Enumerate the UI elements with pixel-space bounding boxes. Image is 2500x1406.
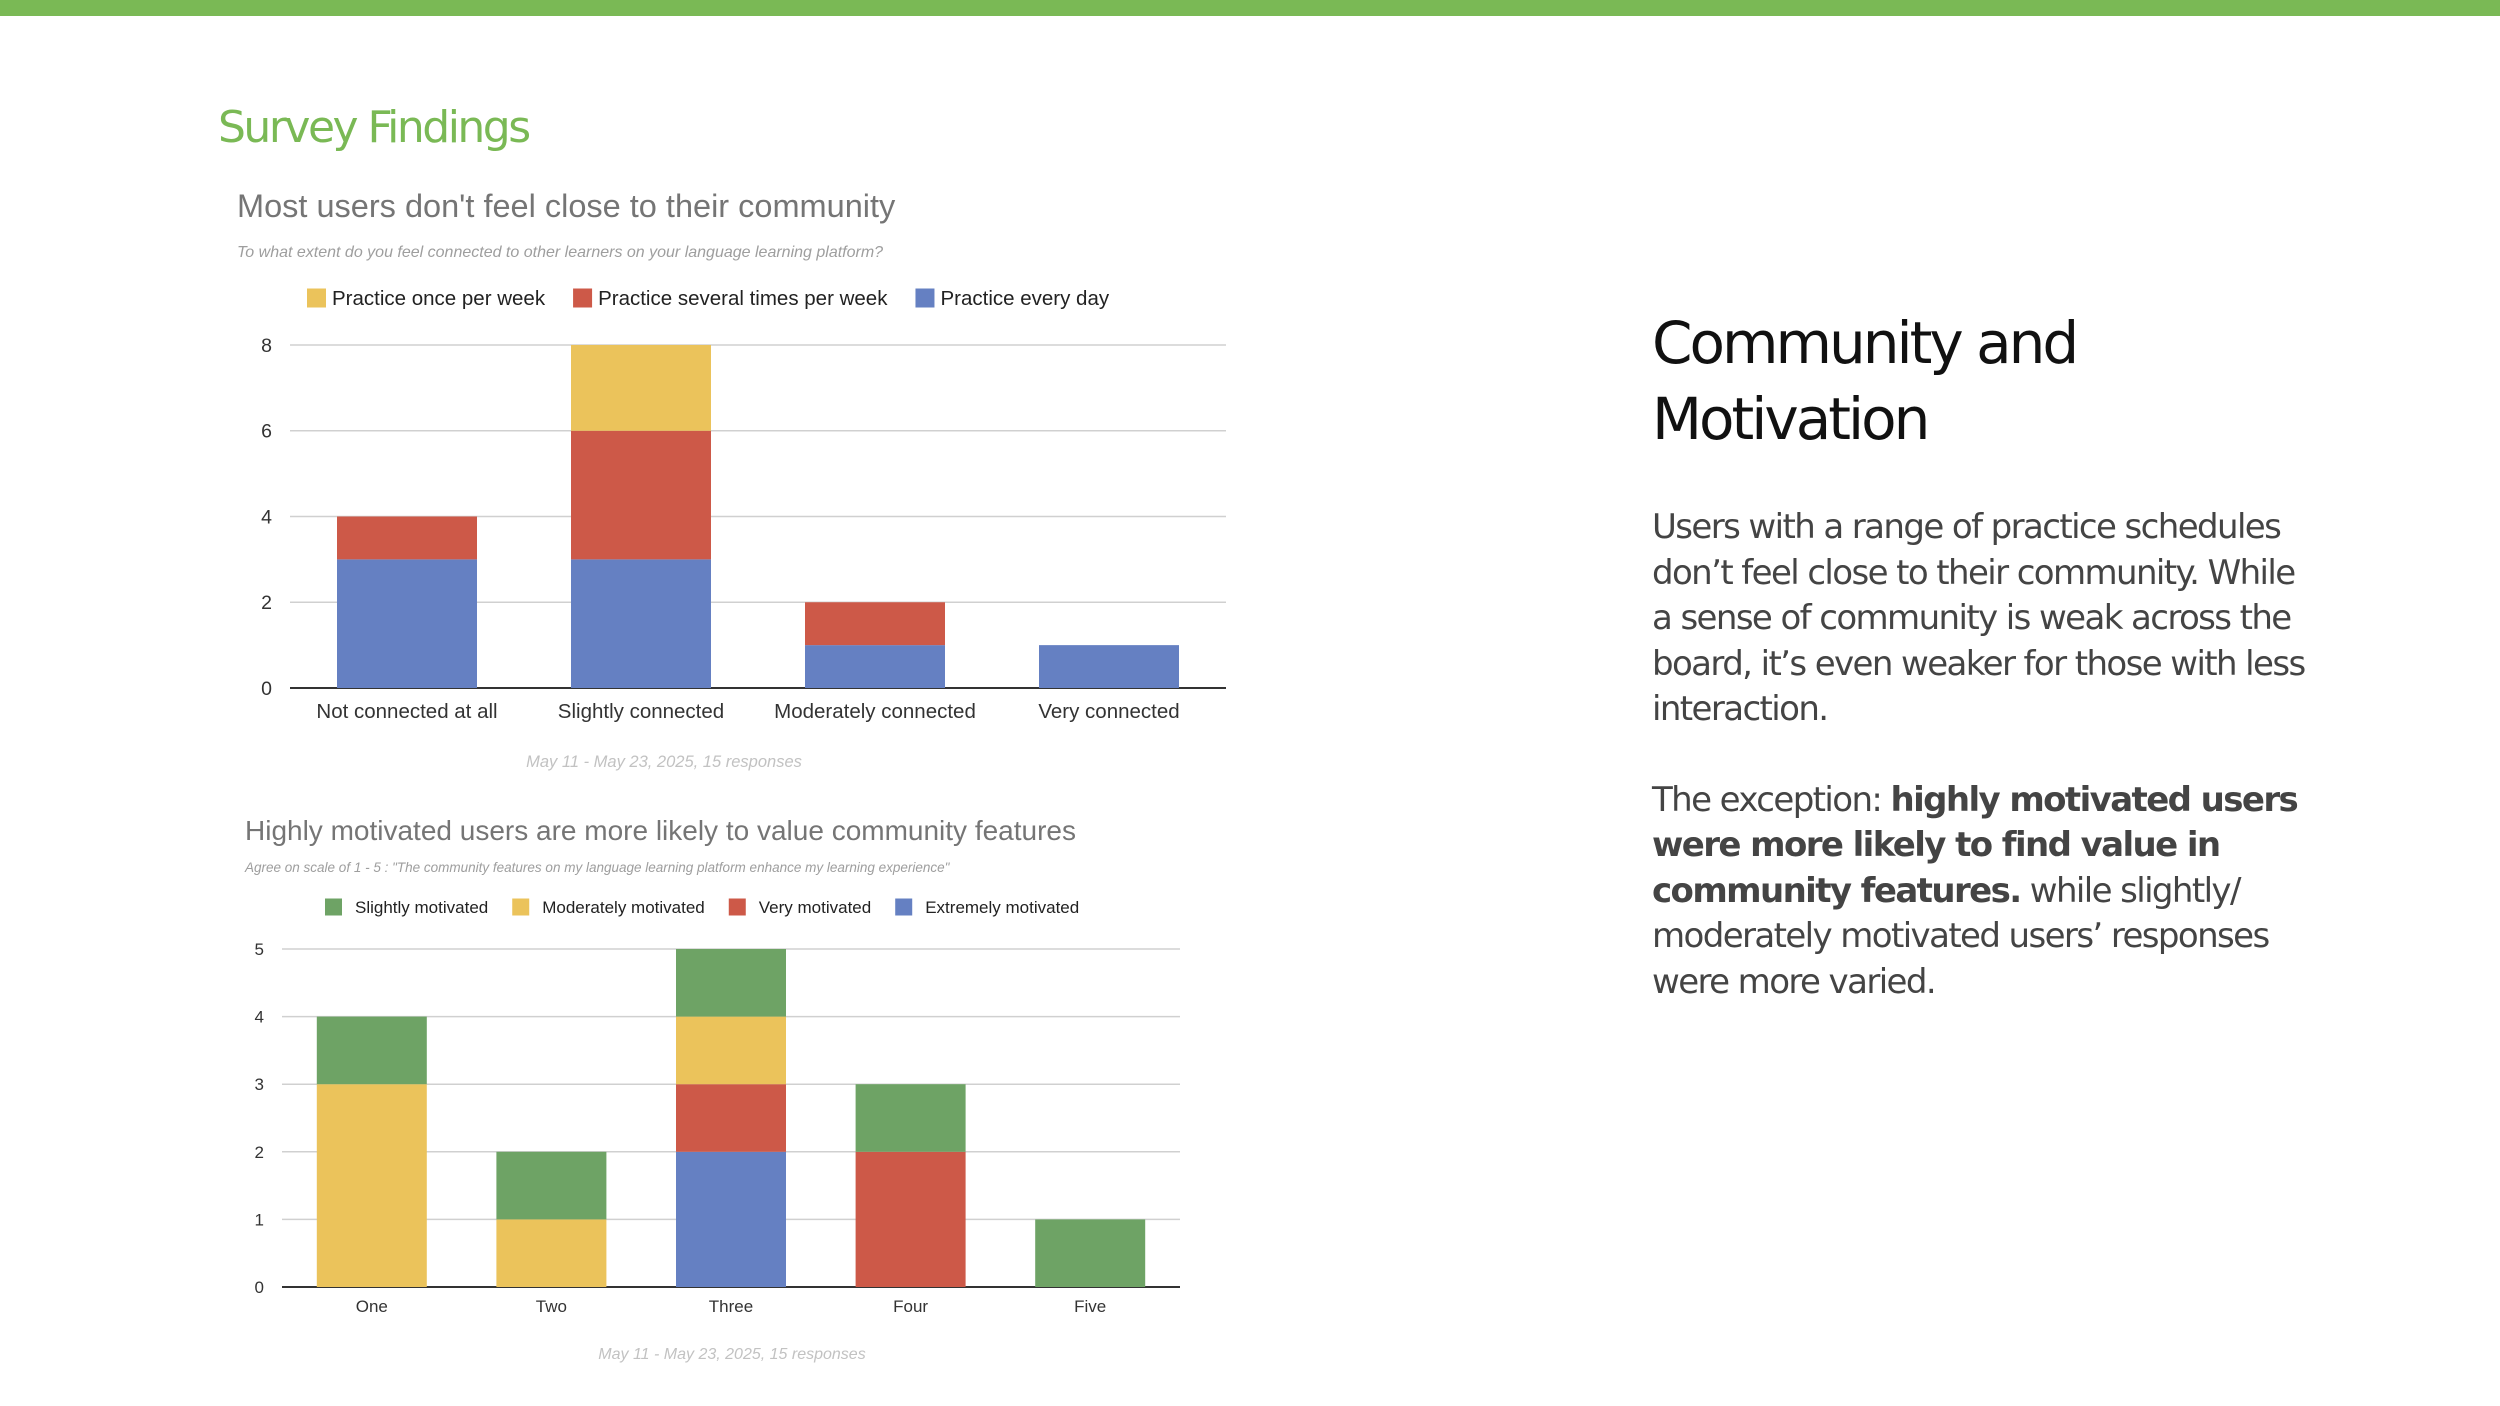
paragraph-2-lead: The exception: [1652, 779, 1891, 820]
bar-segment [856, 1152, 966, 1287]
chart-2-plot [255, 940, 1180, 1316]
paragraph-2-rest: while slightly/ moderately motivated users’ responses were more varied. [1652, 870, 2269, 1002]
legend-item [573, 287, 888, 310]
chart-2-title: Highly motivated users are more likely to value community features [245, 815, 1077, 846]
bar-segment [337, 517, 477, 560]
chart-connection [237, 188, 1226, 771]
legend-item [307, 287, 546, 310]
panel-paragraph-1: Users with a range of practice schedules don’t feel close to their community. While a sense of community is weak across the board, it’s even weaker for those with less interaction. [1652, 507, 2305, 729]
bar-segment [856, 1084, 966, 1152]
chart-1-plot [261, 335, 1226, 723]
bar-segment [496, 1219, 606, 1287]
legend-swatch [729, 899, 746, 916]
y-tick-label: 4 [261, 506, 272, 529]
bar-segment [571, 559, 711, 688]
section-title: Survey Findings [218, 102, 529, 153]
legend-item [729, 898, 871, 917]
legend-label: Very motivated [758, 897, 872, 917]
legend-item [512, 898, 705, 917]
x-tick-label: Four [893, 1297, 929, 1316]
panel-paragraph-2 [1652, 778, 2312, 1006]
chart-1-legend [307, 287, 1110, 310]
legend-label: Slightly motivated [355, 897, 489, 917]
y-tick-label: 6 [261, 420, 272, 443]
bar-segment [337, 559, 477, 688]
panel-heading: Community and Motivation [1652, 309, 2077, 453]
bar-segment [317, 1084, 427, 1287]
x-tick-label: Moderately connected [774, 700, 976, 723]
bar-segment [805, 602, 945, 645]
y-tick-label: 4 [254, 1007, 264, 1027]
legend-item [325, 898, 488, 917]
y-tick-label: 8 [261, 334, 272, 357]
legend-swatch [325, 899, 342, 916]
bar-segment [496, 1152, 606, 1220]
bar-segment [317, 1017, 427, 1085]
legend-label: Practice every day [940, 287, 1110, 311]
legend-label: Extremely motivated [925, 897, 1080, 917]
x-tick-label: One [355, 1297, 388, 1316]
legend-label: Practice once per week [332, 287, 546, 311]
legend-swatch [895, 899, 912, 916]
y-tick-label: 2 [254, 1142, 264, 1162]
bar-segment [676, 1152, 786, 1287]
y-tick-label: 0 [254, 1277, 264, 1297]
legend-item [895, 898, 1079, 917]
text-panel [1652, 305, 2312, 1005]
y-tick-label: 3 [254, 1075, 264, 1095]
bar-segment [1035, 1219, 1145, 1287]
legend-label: Moderately motivated [542, 897, 705, 917]
legend-swatch [307, 289, 326, 308]
bar-segment [1039, 645, 1179, 688]
x-tick-label: Three [708, 1297, 754, 1316]
chart-2-footnote: May 11 - May 23, 2025, 15 responses [598, 1346, 866, 1363]
chart-1-subtitle: To what extent do you feel connected to other learners on your language learning platform? [237, 244, 884, 261]
legend-label: Practice several times per week [598, 287, 888, 311]
chart-1-title: Most users don't feel close to their community [237, 188, 896, 224]
x-tick-label: Slightly connected [557, 700, 725, 723]
x-tick-label: Not connected at all [316, 700, 498, 723]
legend-item [915, 287, 1109, 310]
bar-segment [676, 949, 786, 1017]
legend-swatch [915, 289, 934, 308]
bar-segment [676, 1084, 786, 1152]
bar-segment [676, 1017, 786, 1085]
x-tick-label: Two [535, 1297, 567, 1316]
x-tick-label: Very connected [1038, 700, 1180, 723]
chart-2-legend [325, 898, 1079, 917]
chart-2-subtitle: Agree on scale of 1 - 5 : "The community features on my language learning platform enhance my learning experience" [245, 860, 950, 875]
x-tick-label: Five [1074, 1297, 1107, 1316]
chart-motivation [244, 815, 1180, 1363]
y-tick-label: 0 [261, 677, 272, 700]
paragraph-2-emphasis: highly motivated users were more likely to find value in community features. [1652, 779, 2298, 911]
y-tick-label: 5 [254, 939, 264, 959]
bar-segment [805, 645, 945, 688]
y-tick-label: 2 [261, 592, 272, 615]
legend-swatch [573, 289, 592, 308]
chart-1-footnote: May 11 - May 23, 2025, 15 responses [526, 753, 802, 771]
bar-segment [571, 431, 711, 560]
legend-swatch [512, 899, 529, 916]
y-tick-label: 1 [254, 1210, 264, 1230]
bar-segment [571, 345, 711, 431]
